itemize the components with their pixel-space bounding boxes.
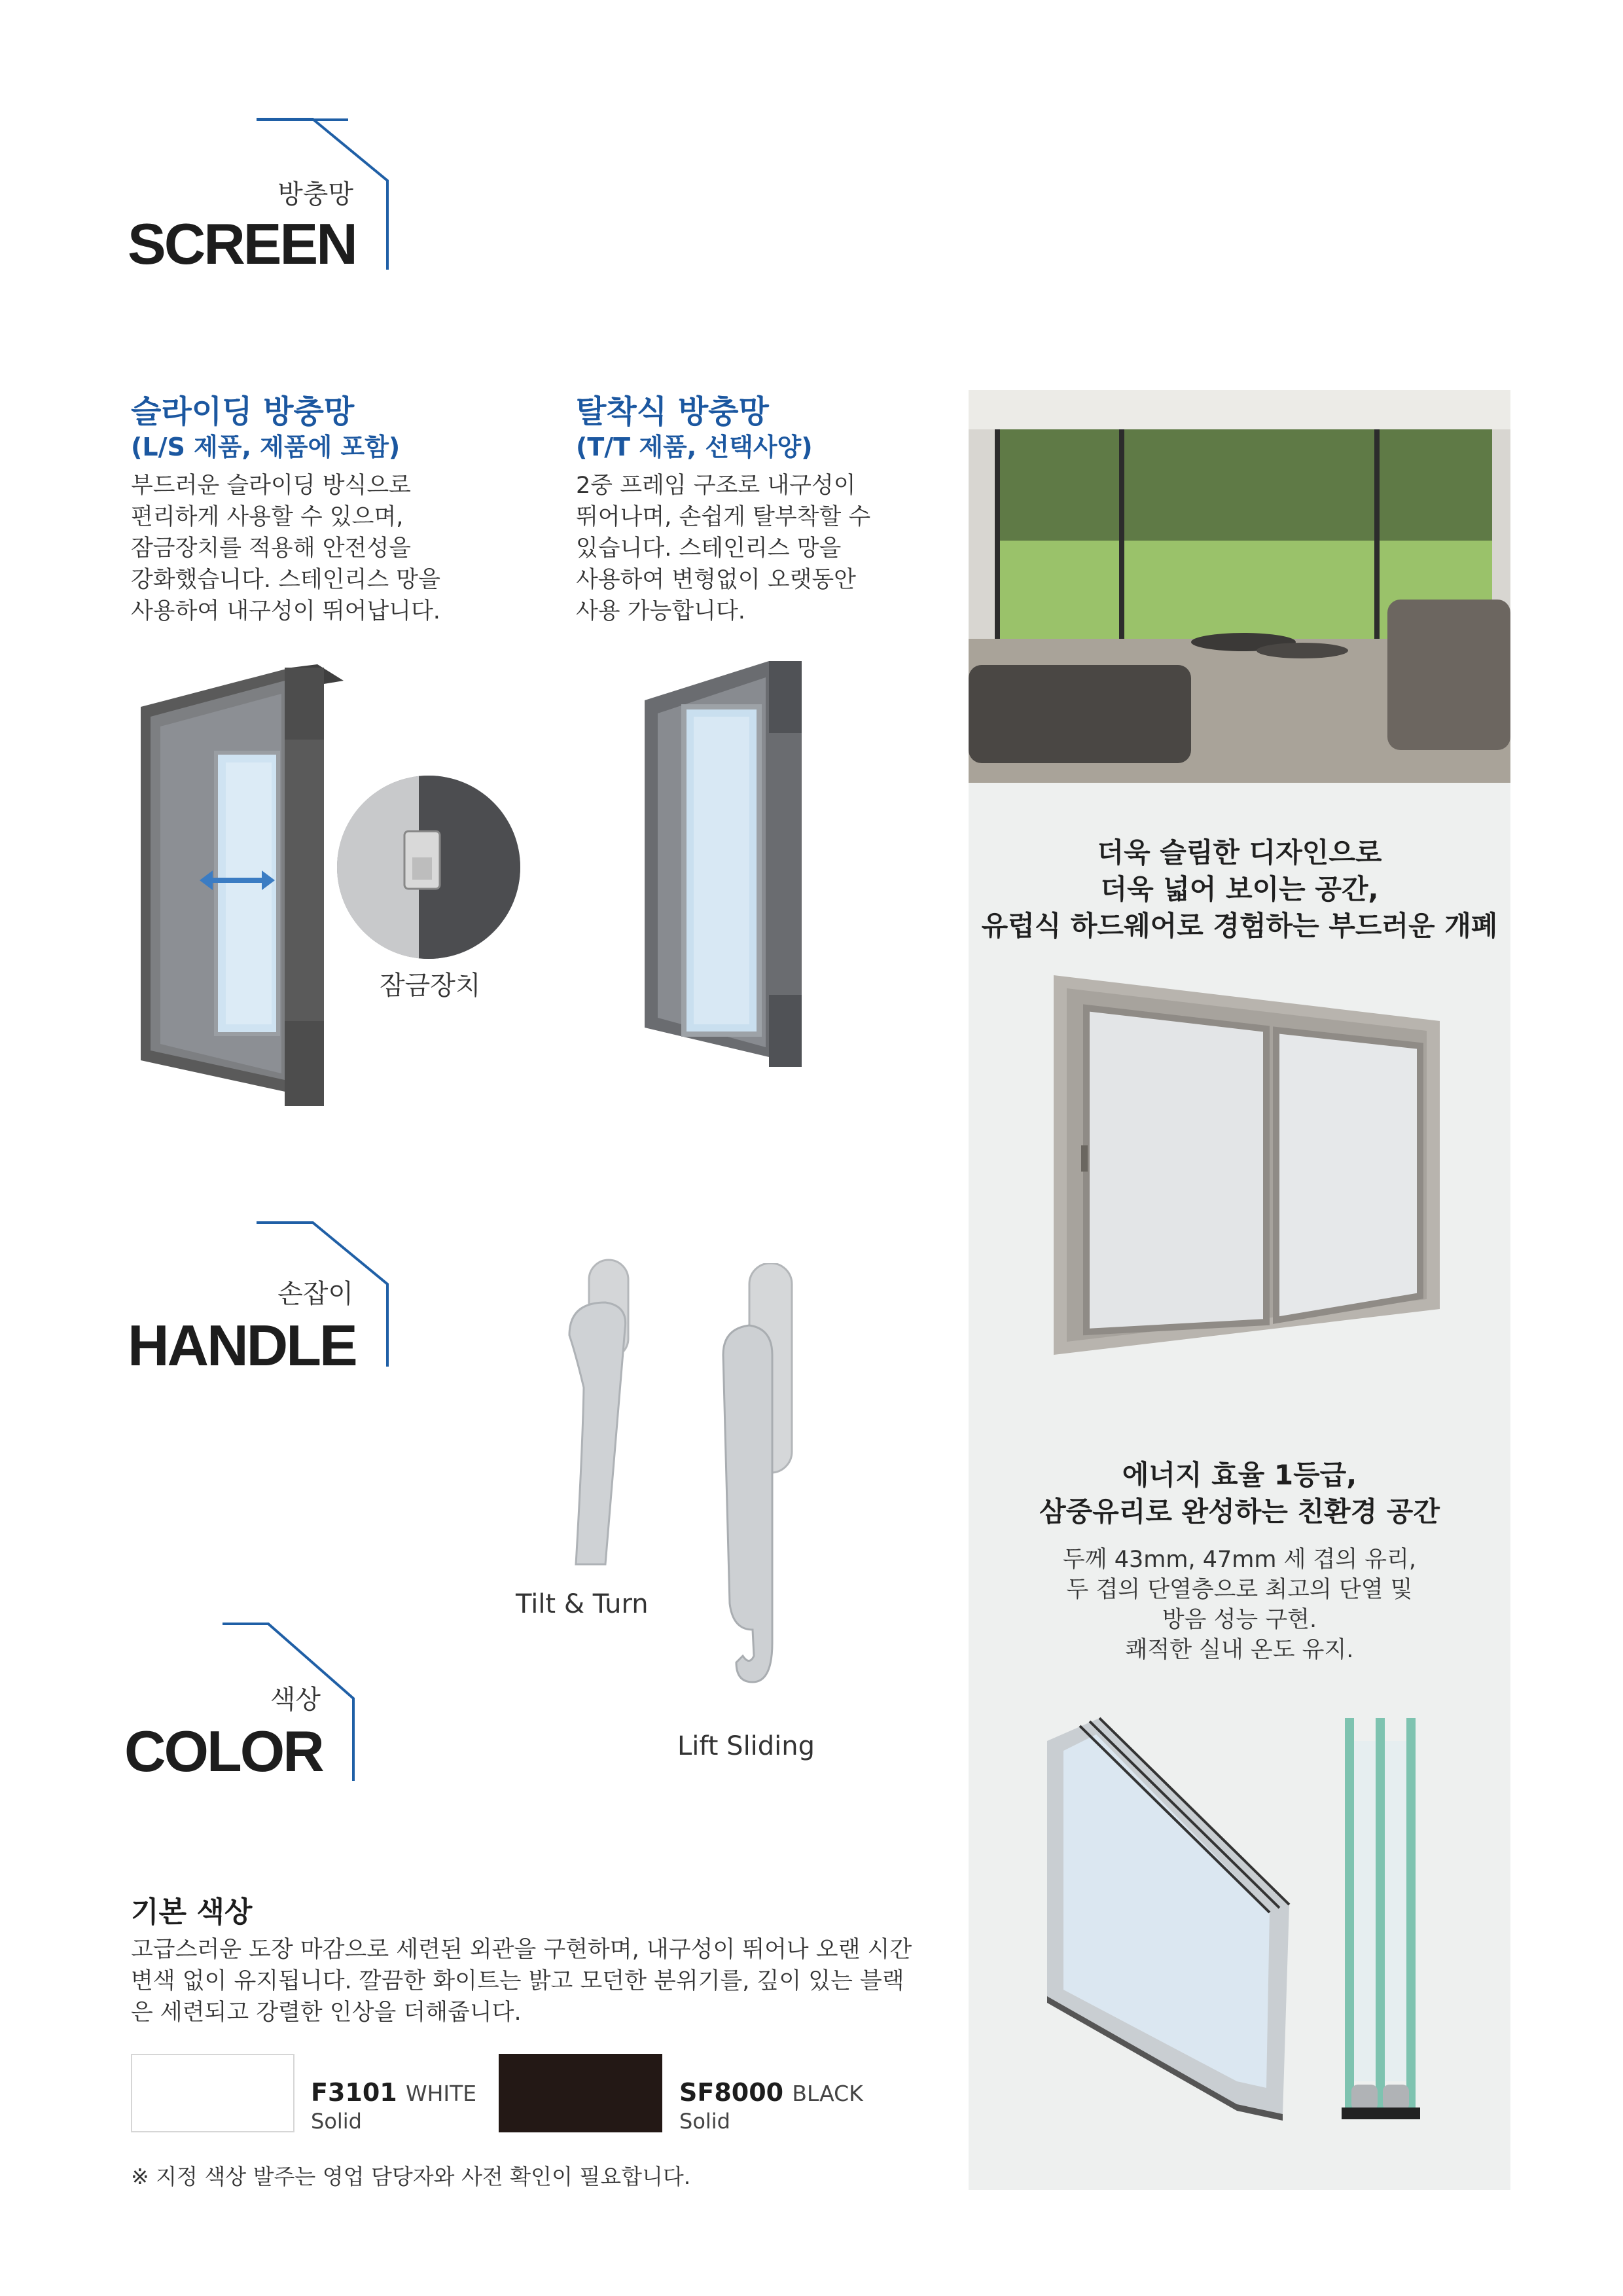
detachable-screen-body: 2중 프레임 구조로 내구성이 뛰어나며, 손쉽게 탈부착할 수 있습니다. 스테인리스 망을 사용하여 변형없이 오랫동안 사용 가능합니다. bbox=[576, 473, 871, 624]
black-swatch-finish: Solid bbox=[679, 2109, 730, 2134]
white-swatch-name: WHITE bbox=[405, 2081, 477, 2106]
sliding-screen-title: 슬라이딩 방충망 bbox=[131, 393, 355, 430]
tilt-turn-handle-image bbox=[543, 1257, 654, 1571]
living-room-photo bbox=[969, 390, 1510, 783]
basic-color-title: 기본 색상 bbox=[131, 1895, 253, 1929]
lift-sliding-caption: Lift Sliding bbox=[677, 1731, 815, 1761]
lift-sliding-handle-image bbox=[707, 1263, 818, 1708]
color-kr-label: 색상 bbox=[270, 1685, 321, 1715]
sliding-screen-body: 부드러운 슬라이딩 방식으로 편리하게 사용할 수 있으며, 잠금장치를 적용해 안전성을 강화했습니다. 스테인리스 망을 사용하여 내구성이 뛰어납니다. bbox=[131, 473, 440, 624]
screen-kr-label: 방충망 bbox=[277, 179, 353, 209]
sliding-window-image bbox=[1047, 969, 1453, 1361]
white-swatch-finish: Solid bbox=[311, 2109, 362, 2134]
energy-heading: 에너지 효율 1등급, 삼중유리로 완성하는 친환경 공간 bbox=[1039, 1459, 1440, 1528]
lock-detail-image bbox=[334, 772, 524, 962]
energy-body: 두께 43mm, 47mm 세 겹의 유리, 두 겹의 단열층으로 최고의 단열 및 방음 성능 구현. 쾌적한 실내 온도 유지. bbox=[1063, 1547, 1416, 1663]
design-heading: 더욱 슬림한 디자인으로 더욱 넓어 보이는 공간, 유럽식 하드웨어로 경험하는 부드러운 개폐 bbox=[981, 836, 1498, 942]
detachable-screen-window-image bbox=[638, 655, 847, 1073]
handle-kr-label: 손잡이 bbox=[277, 1279, 353, 1309]
black-swatch-code: SF8000 BLACK bbox=[679, 2078, 863, 2107]
screen-en-label: SCREEN bbox=[128, 211, 356, 276]
color-order-note: ※ 지정 색상 발주는 영업 담당자와 사전 확인이 필요합니다. bbox=[131, 2164, 691, 2189]
white-swatch bbox=[131, 2054, 294, 2132]
white-swatch-code: F3101 WHITE bbox=[311, 2078, 477, 2107]
color-en-label: COLOR bbox=[124, 1719, 323, 1784]
black-swatch-name: BLACK bbox=[792, 2081, 863, 2106]
sliding-screen-subtitle: (L/S 제품, 제품에 포함) bbox=[131, 433, 401, 461]
detachable-screen-subtitle: (T/T 제품, 선택사양) bbox=[576, 433, 813, 461]
black-swatch bbox=[499, 2054, 662, 2132]
lock-caption: 잠금장치 bbox=[380, 971, 481, 1001]
sliding-screen-window-image bbox=[128, 655, 357, 1113]
handle-en-label: HANDLE bbox=[128, 1313, 356, 1378]
detachable-screen-title: 탈착식 방충망 bbox=[576, 393, 769, 430]
tilt-turn-caption: Tilt & Turn bbox=[516, 1589, 649, 1619]
glass-section-image bbox=[1335, 1715, 1427, 2121]
triple-glass-image bbox=[1041, 1715, 1302, 2121]
basic-color-body: 고급스러운 도장 마감으로 세련된 외관을 구현하며, 내구성이 뛰어나 오랜 시간 변색 없이 유지됩니다. 깔끔한 화이트는 밝고 모던한 분위기를, 깊이 있는 블랙 은 세련되고 강렬한 인상을 더해줍니다. bbox=[131, 1937, 912, 2026]
